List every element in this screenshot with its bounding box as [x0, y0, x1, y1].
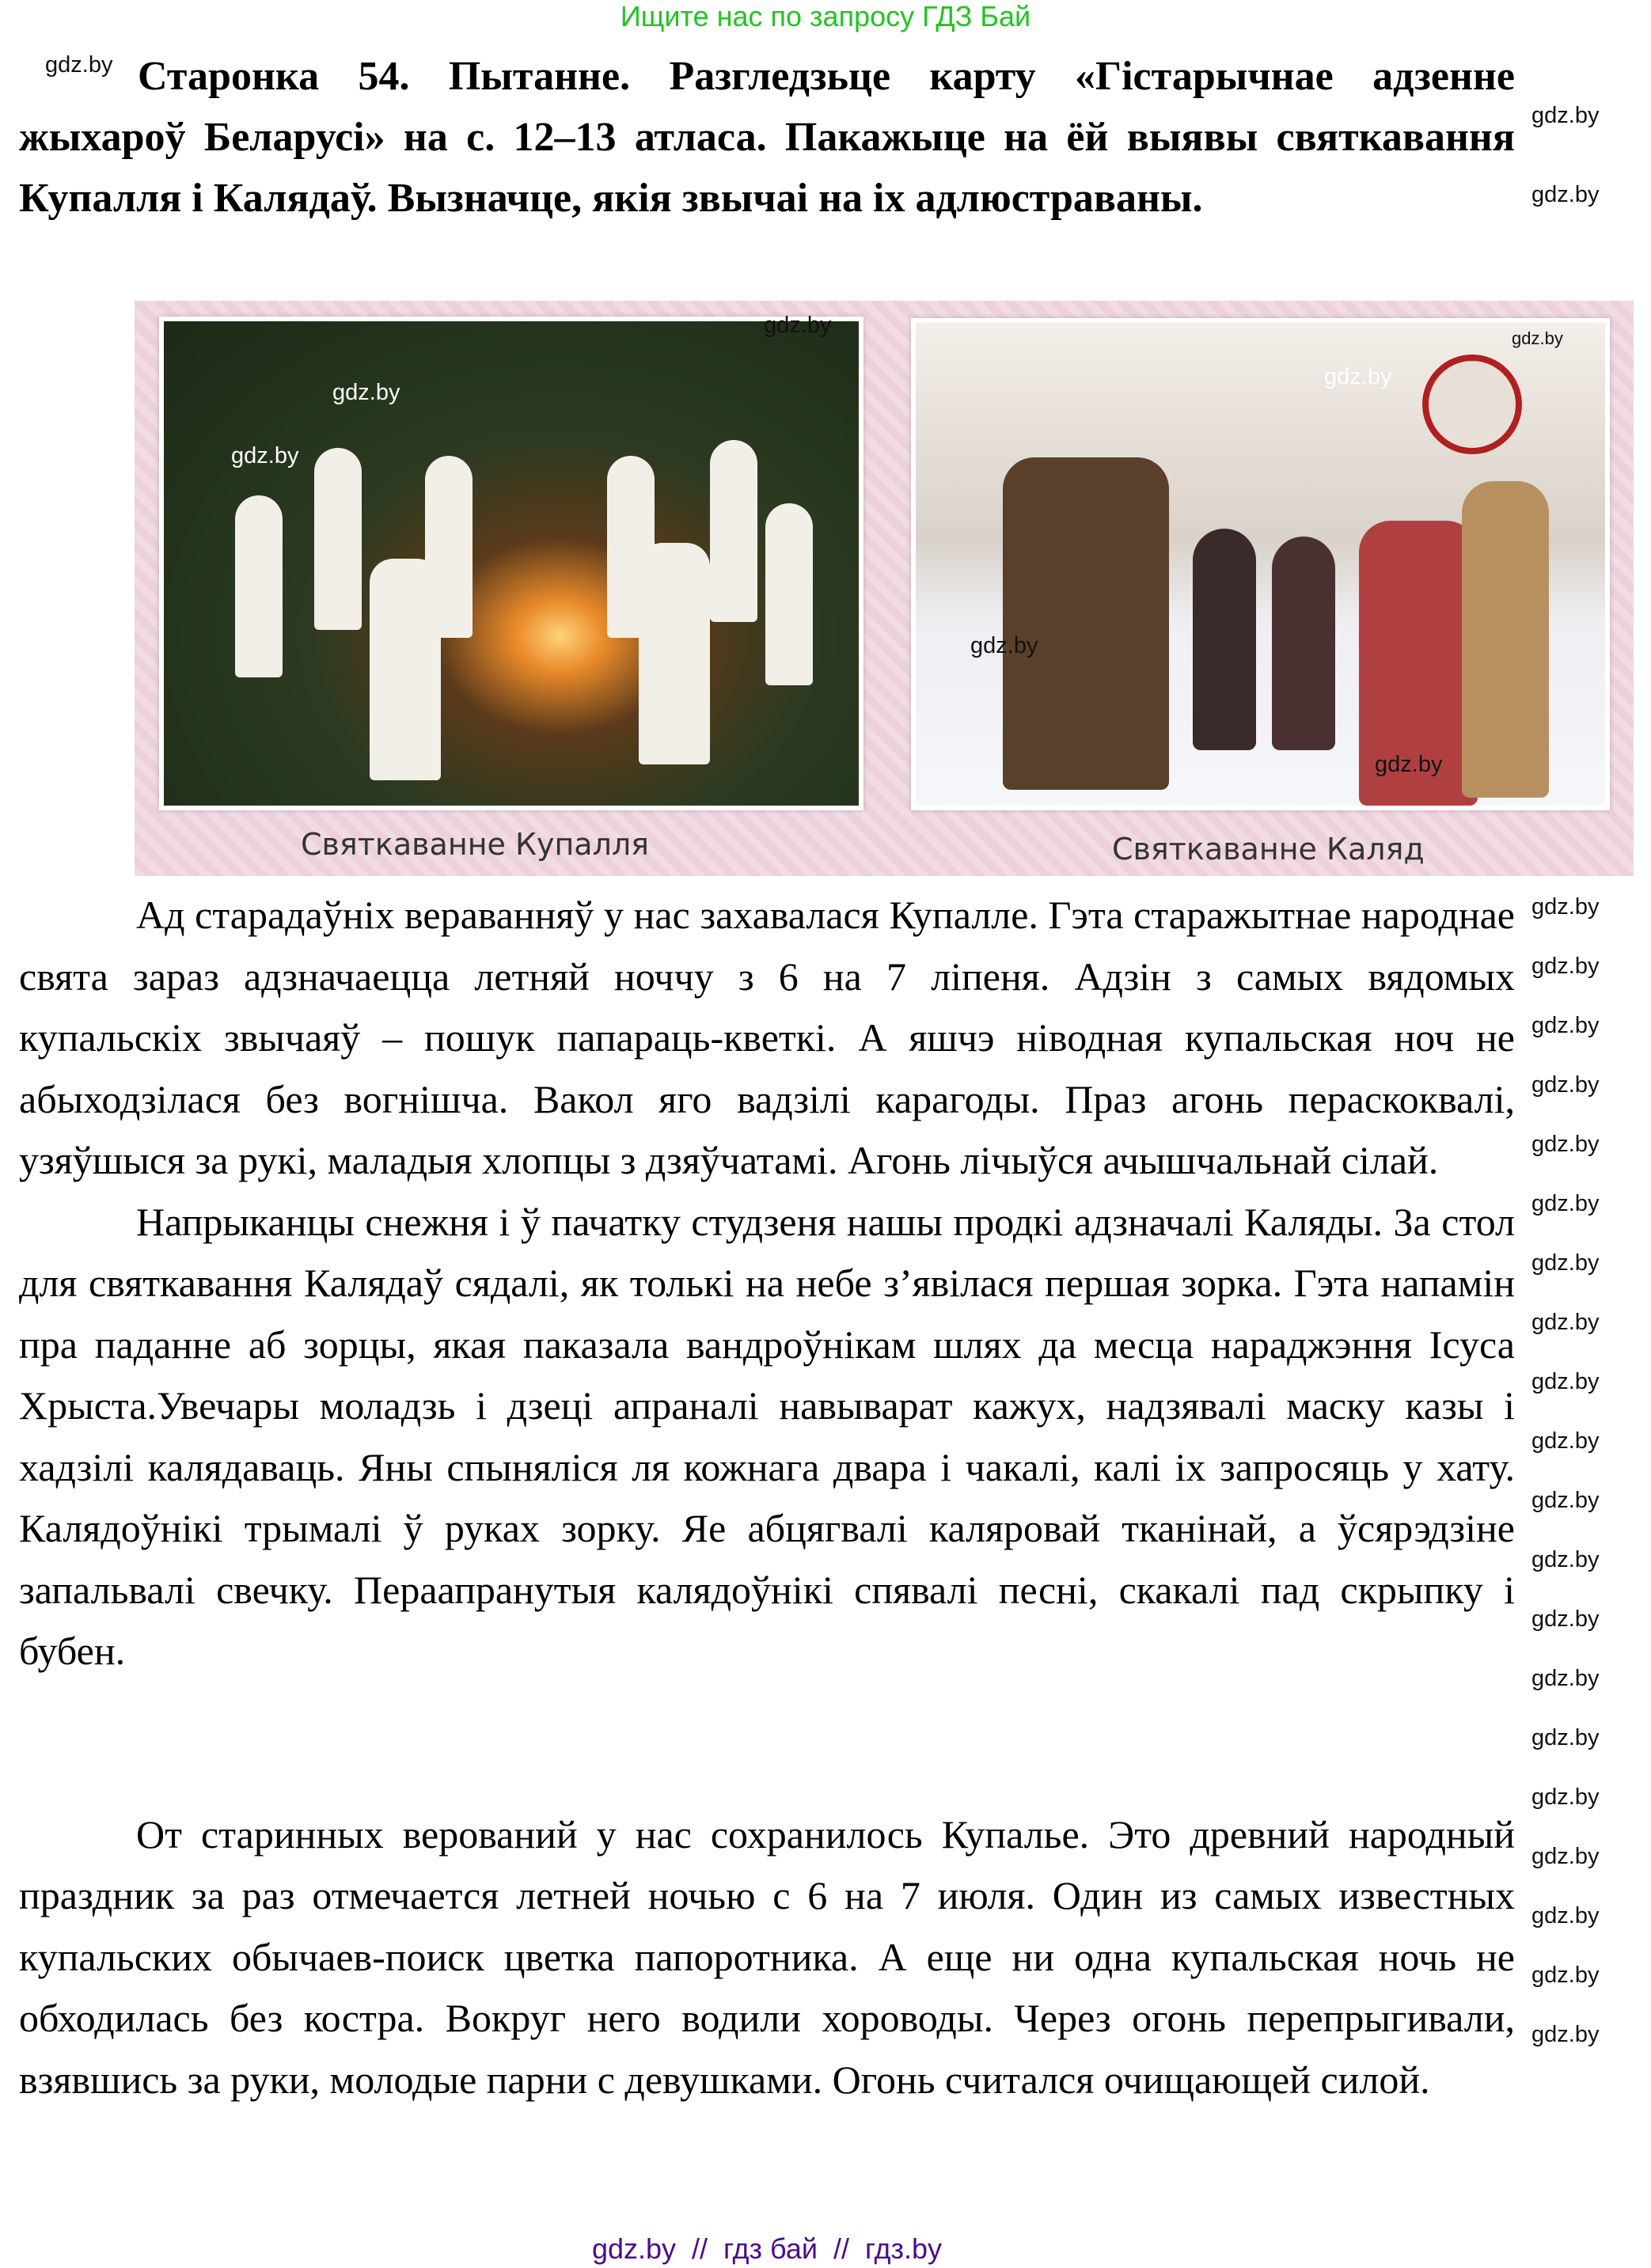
watermark: gdz.by	[45, 52, 113, 78]
watermark: gdz.by	[1531, 1132, 1600, 1157]
watermark: gdz.by	[1531, 894, 1600, 920]
answer-paragraph-russian: От старинных верований у нас сохранилось Купалье. Это древний народный праздник за раз отмечается летней ночью с 6 на 7 июля. Один из самых известных купальских обычаев-поиск цветка папоротника. А еще ни одна купальская ночь не обходилась без костра. Вокруг него водили хороводы. Через огонь перепрыгивали, взявшись за руки, молодые парни с девушками. Огонь считался очищающей силой.	[19, 1811, 1515, 2102]
watermark: gdz.by	[1531, 1428, 1600, 1454]
caroling-star-icon	[1422, 355, 1522, 454]
watermark: gdz.by	[1531, 103, 1600, 128]
watermark: gdz.by	[1531, 1963, 1600, 1988]
watermark: gdz.by	[231, 443, 299, 468]
watermark: gdz.by	[1531, 1844, 1600, 1869]
watermark: gdz.by	[764, 313, 832, 338]
watermark: gdz.by	[1531, 1072, 1600, 1098]
watermark: gdz.by	[1531, 1547, 1600, 1572]
footer-links: gdz.by // гдз бай // гдз.by	[591, 2232, 943, 2265]
watermark: gdz.by	[1531, 1250, 1600, 1276]
watermark: gdz.by	[1531, 1903, 1600, 1929]
answer-paragraph-2: Напрыканцы снежня і ў пачатку студзеня нашы продкі адзначалі Каляды. За стол для святкавання Калядаў сядалі, як толькі на небе з’явілася першая зорка. Гэта напамін пра паданне аб зорцы, якая паказала вандроўнікам шлях да месца нараджэння Ісуса Хрыста.Увечары моладзь і дзеці апраналі навыварат кажух, надзявалі маску казы і хадзілі калядаваць. Яны спыняліся ля кожнага двара і чакалі, калі іх запросяць у хату. Калядоўнікі трымалі ў руках зорку. Яе абцягвалі каляровай тканінай, а ўсярэдзіне запальвалі свечку. Пераапранутыя калядоўнікі спявалі песні, скакалі пад скрыпку і бубен.	[19, 1199, 1515, 1673]
watermark: gdz.by	[1531, 1606, 1600, 1632]
kalyady-photo	[911, 318, 1610, 810]
watermark: gdz.by	[1531, 954, 1600, 979]
caption-kupalle: Святкаванне Купалля	[301, 827, 650, 862]
watermark: gdz.by	[1531, 1488, 1600, 1513]
watermark: gdz.by	[1531, 1191, 1600, 1216]
caption-kalyady: Святкаванне Каляд	[1112, 832, 1425, 867]
watermark: gdz.by	[1531, 1013, 1600, 1038]
watermark: gdz.by	[1531, 1369, 1600, 1394]
watermark: gdz.by	[1512, 328, 1563, 348]
watermark: gdz.by	[1531, 1784, 1600, 1810]
watermark: gdz.by	[1531, 1725, 1600, 1750]
watermark: gdz.by	[1531, 1666, 1600, 1691]
kupalle-photo	[159, 317, 863, 810]
watermark: gdz.by	[970, 633, 1038, 658]
answer-text	[19, 885, 1515, 2266]
watermark: gdz.by	[332, 380, 400, 405]
watermark: gdz.by	[1531, 182, 1600, 207]
watermark: gdz.by	[1531, 1310, 1600, 1335]
watermark: gdz.by	[1531, 2022, 1600, 2047]
search-banner: Ищите нас по запросу ГДЗ Бай	[620, 0, 1031, 32]
question-title: Старонка 54. Пытанне. Разгледзьце карту «Гістарычнае адзенне жыхароў Беларусі» на с. 12–13 атласа. Пакажыце на ёй выявы святкавання Купалля і Калядаў. Вызначце, якія звычаі на іх адлюстраваны.	[19, 54, 1515, 221]
watermark: gdz.by	[1375, 752, 1443, 777]
watermark: gdz.by	[1324, 364, 1392, 389]
answer-paragraph-1: Ад старадаўніх вераванняў у нас захавалася Купалле. Гэта старажытнае народнае свята зараз адзначаецца летняй ноччу з 6 на 7 ліпеня. Адзін з самых вядомых купальскіх звычаяў – пошук папараць-кветкі. А яшчэ ніводная купальская ноч не абыходзілася без вогнішча. Вакол яго вадзілі карагоды. Праз агонь пераскоквалі, узяўшыся за рукі, маладыя хлопцы з дзяўчатамі. Агонь лічыўся ачышчальнай сілай.	[19, 893, 1515, 1182]
